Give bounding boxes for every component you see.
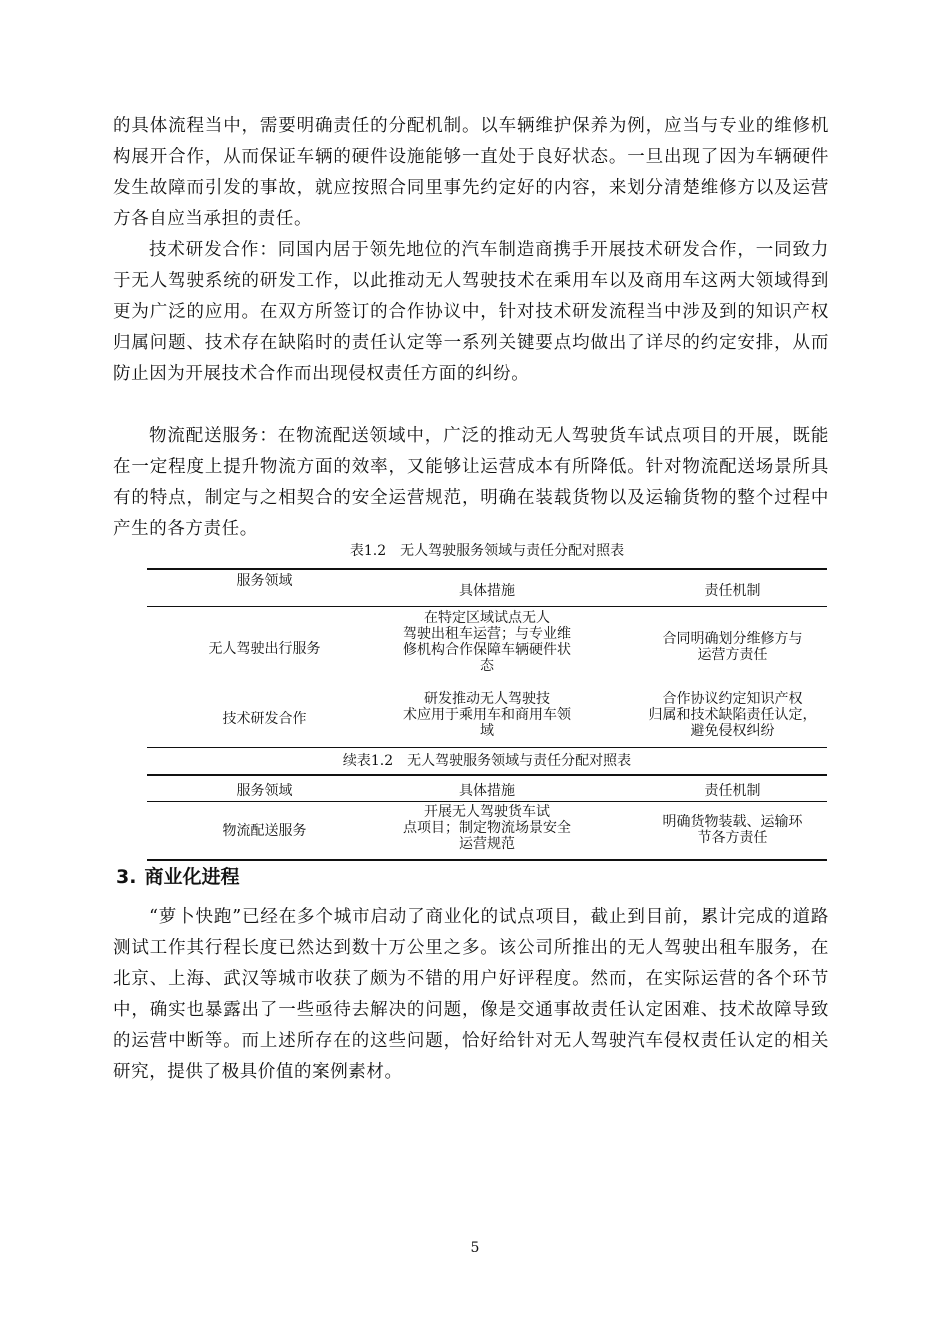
table-bottom-rule: [147, 747, 827, 748]
cell-line: 合同明确划分维修方与: [662, 631, 803, 647]
table-continued-top-rule: [147, 774, 827, 776]
paragraph-tech-rnd: 技术研发合作：同国内居于领先地位的汽车制造商携手开展技术研发合作，一同致力于无人驾驶系统的研发工作，以此推动无人驾驶技术在乘用车以及商用车这两大领域得到更为广泛的应用。在双方所签订的合作协议中，针对技术研发流程当中涉及到的知识产权归属问题、技术存在缺陷时的责任认定等一系列关键要点均做出了详尽的约定安排，从而防止因为开展技术合作而出现侵权责任方面的纠纷。: [113, 240, 829, 384]
table-continued-bottom-rule: [147, 859, 827, 861]
table-cell-measures: [382, 804, 592, 852]
table-header-measures: 具体措施: [459, 783, 515, 799]
table-cell-measures: [382, 691, 592, 739]
cell-line: 运营规范: [459, 836, 515, 852]
cell-line: 合作协议约定知识产权: [662, 691, 803, 707]
cell-line: 点项目；制定物流场景安全: [403, 820, 571, 836]
table-caption: 表1.2 无人驾驶服务领域与责任分配对照表: [349, 543, 625, 559]
cell-line: 术应用于乘用车和商用车领: [403, 707, 571, 723]
table-header-rule: [147, 606, 827, 607]
cell-line: 避免侵权纠纷: [690, 723, 775, 739]
table-cell-domain: 无人驾驶出行服务: [208, 641, 321, 657]
table-continued-caption: 续表1.2 无人驾驶服务领域与责任分配对照表: [342, 753, 632, 769]
cell-line: 驾驶出租车运营；与专业维: [403, 626, 571, 642]
table-cell-responsibility: [640, 691, 825, 739]
table-cell-responsibility: [640, 814, 825, 846]
paragraph-vehicle-maintenance: 的具体流程当中，需要明确责任的分配机制。以车辆维护保养为例，应当与专业的维修机构展开合作，从而保证车辆的硬件设施能够一直处于良好状态。一旦出现了因为车辆硬件发生故障而引发的事故，就应按照合同里事先约定好的内容，来划分清楚维修方以及运营方各自应当承担的责任。: [113, 116, 829, 229]
table-header-domain: 服务领域: [236, 573, 293, 589]
table-header-rule: [147, 801, 827, 802]
table-header-domain: 服务领域: [236, 783, 293, 799]
table-cell-responsibility: [640, 631, 825, 663]
cell-line: 开展无人驾驶货车试: [424, 804, 550, 820]
table-header-measures: 具体措施: [459, 583, 515, 599]
table-cell-measures: [382, 610, 592, 674]
paragraph-logistics: 物流配送服务：在物流配送领域中，广泛的推动无人驾驶货车试点项目的开展，既能在一定程度上提升物流方面的效率，又能够让运营成本有所降低。针对物流配送场景所具有的特点，制定与之相契合的安全运营规范，明确在装载货物以及运输货物的整个过程中产生的各方责任。: [113, 426, 829, 539]
cell-line: 域: [480, 723, 494, 739]
cell-line: 态: [480, 658, 494, 674]
table-header-responsibility: 责任机制: [704, 583, 761, 599]
section-number: 3.: [116, 866, 137, 888]
paragraph-commercialization: “萝卜快跑”已经在多个城市启动了商业化的试点项目，截止到目前，累计完成的道路测试工作其行程长度已然达到数十万公里之多。该公司所推出的无人驾驶出租车服务，在北京、上海、武汉等城市收获了颇为不错的用户好评程度。然而，在实际运营的各个环节中，确实也暴露出了一些亟待去解决的问题，像是交通事故责任认定困难、技术故障导致的运营中断等。而上述所存在的这些问题，恰好给针对无人驾驶汽车侵权责任认定的相关研究，提供了极具价值的案例素材。: [113, 907, 829, 1082]
page-number: 5: [470, 1240, 480, 1256]
table-header-responsibility: 责任机制: [704, 783, 761, 799]
table-top-rule: [147, 568, 827, 570]
table-cell-domain: 技术研发合作: [222, 711, 307, 727]
cell-line: 研发推动无人驾驶技: [424, 691, 550, 707]
cell-line: 运营方责任: [697, 647, 768, 663]
cell-line: 归属和技术缺陷责任认定，: [648, 707, 817, 723]
cell-line: 修机构合作保障车辆硬件状: [403, 642, 571, 658]
table-cell-domain: 物流配送服务: [222, 823, 307, 839]
cell-line: 节各方责任: [697, 830, 768, 846]
section-heading: [116, 864, 239, 890]
section-title: 商业化进程: [144, 866, 240, 888]
cell-line: 明确货物装载、运输环: [662, 814, 803, 830]
cell-line: 在特定区域试点无人: [424, 610, 550, 626]
